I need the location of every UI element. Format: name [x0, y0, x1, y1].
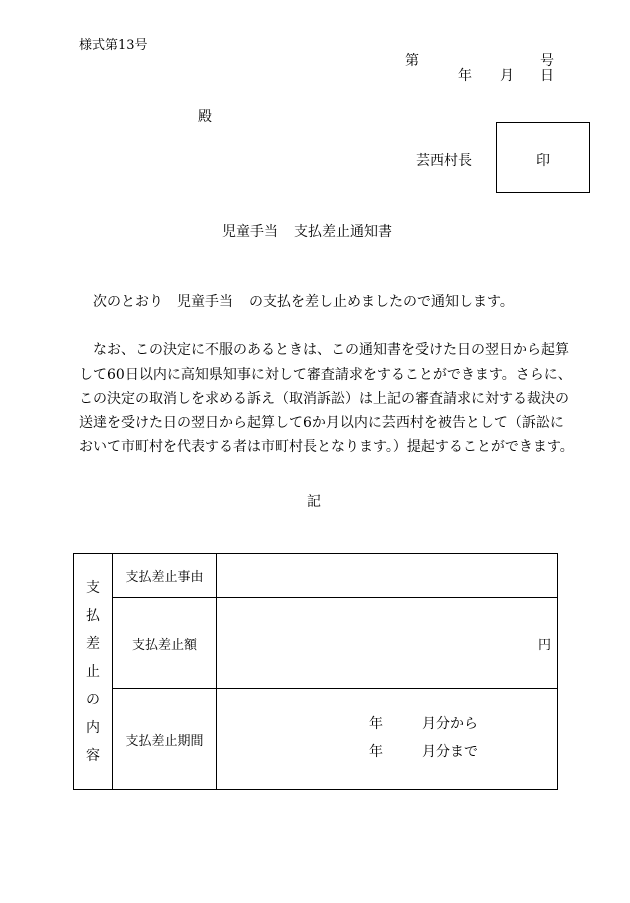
- seal-mark: 印: [536, 153, 550, 169]
- p1-part-b: 児童手当: [177, 294, 233, 310]
- appeal-line-2: して60日以内に高知県知事に対して審査請求をすることができます。さらに、: [79, 367, 572, 383]
- date-month: 月: [500, 68, 514, 84]
- amount-label: 支払差止額: [113, 598, 217, 689]
- document-title: [222, 221, 392, 241]
- yen-unit: 円: [537, 637, 551, 653]
- period-label: 支払差止期間: [113, 689, 217, 790]
- p1-part-a: 次のとおり: [93, 294, 163, 310]
- title-allowance: 児童手当: [222, 224, 278, 240]
- appeal-line-3: この決定の取消しを求める訴え（取消訴訟）は上記の審査請求に対する裁決の: [79, 391, 569, 407]
- period-field[interactable]: [217, 689, 558, 790]
- seal-box: [496, 122, 590, 193]
- amount-field[interactable]: [217, 598, 558, 689]
- to-month: 月分まで: [422, 744, 478, 760]
- from-year: 年: [369, 716, 383, 732]
- form-number: 様式第13号: [79, 38, 148, 53]
- ki-heading: 記: [307, 494, 321, 510]
- to-year: 年: [369, 744, 383, 760]
- p1-part-c: の支払を差し止めましたので通知します。: [249, 294, 514, 310]
- document-number-prefix: 第: [405, 53, 419, 69]
- date-day: 日: [540, 68, 554, 84]
- notice-paragraph: [79, 291, 514, 311]
- from-month: 月分から: [422, 716, 478, 732]
- appeal-line-4: 送達を受けた日の翌日から起算して6か月以内に芸西村を被告として（訴訟に: [79, 415, 564, 431]
- reason-label: 支払差止事由: [113, 554, 217, 598]
- title-notice: 支払差止通知書: [294, 224, 392, 240]
- detail-table: [73, 553, 558, 790]
- reason-field[interactable]: [217, 554, 558, 598]
- issuer-title: 芸西村長: [416, 153, 472, 169]
- document-number-suffix: 号: [540, 53, 554, 69]
- appeal-line-1: なお、この決定に不服のあるときは、この通知書を受けた日の翌日から起算: [93, 342, 569, 358]
- appeal-line-5: おいて市町村を代表する者は市町村長となります。）提起することができます。: [79, 439, 574, 455]
- side-label: 支 払 差 止 の 内 容: [74, 554, 113, 790]
- date-year: 年: [458, 68, 472, 84]
- addressee-honorific: 殿: [198, 109, 212, 125]
